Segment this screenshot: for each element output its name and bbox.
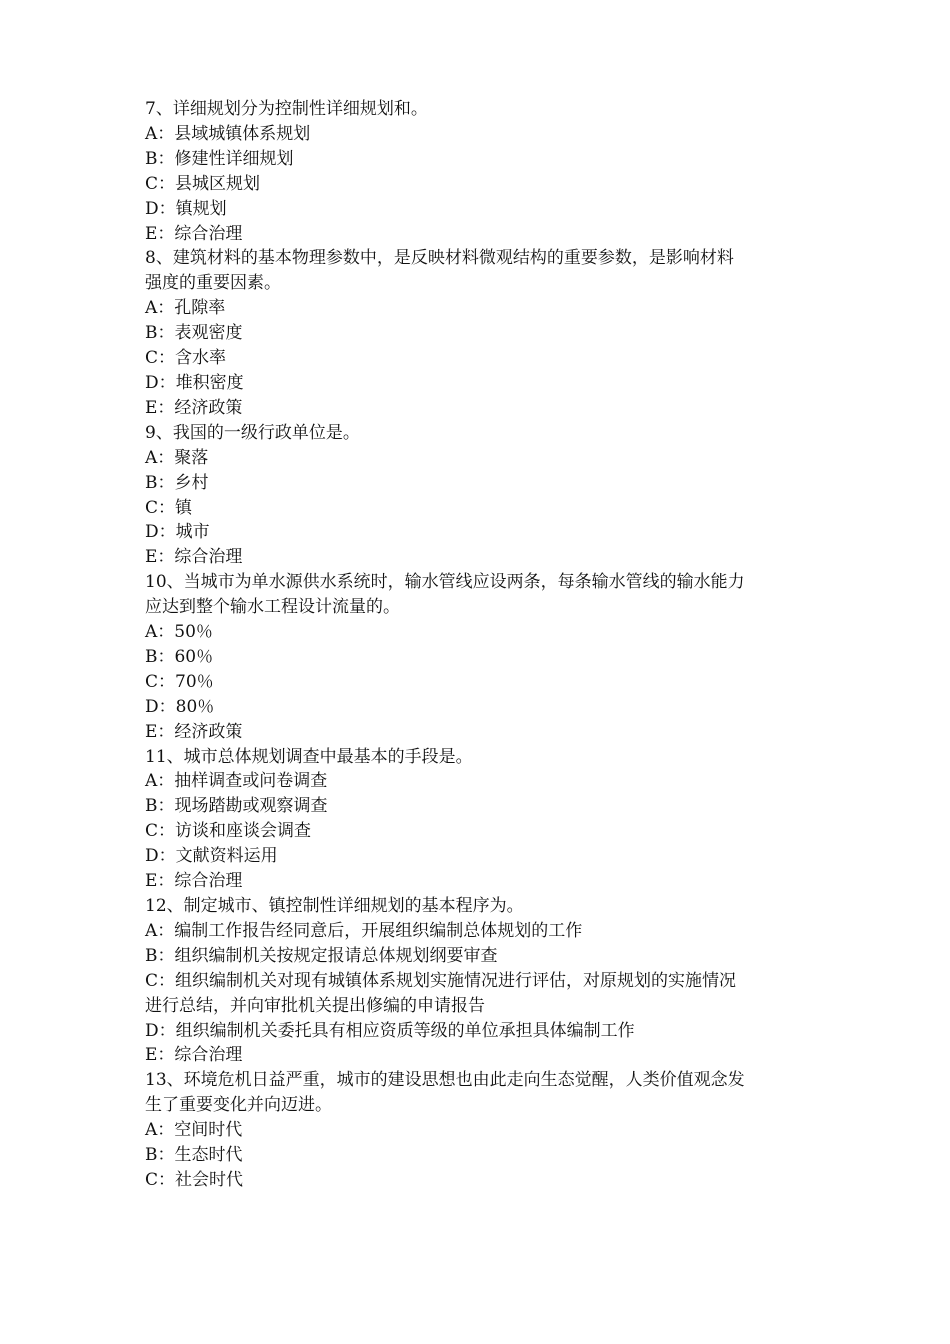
option-b: B：乡村 bbox=[145, 472, 209, 493]
question-11 bbox=[145, 745, 815, 894]
question-stem: 10、当城市为单水源供水系统时，输水管线应设两条，每条输水管线的输水能力 bbox=[145, 572, 745, 593]
option-d: D：堆积密度 bbox=[145, 372, 244, 393]
option-d: D：镇规划 bbox=[145, 198, 227, 219]
option-c: C：含水率 bbox=[145, 348, 227, 369]
question-stem: 11、城市总体规划调查中最基本的手段是。 bbox=[145, 746, 473, 767]
question-7 bbox=[145, 97, 815, 246]
option-a: A：50％ bbox=[145, 622, 213, 643]
option-b: B：表观密度 bbox=[145, 323, 243, 344]
option-e: E：经济政策 bbox=[145, 397, 243, 418]
option-b: B：60％ bbox=[145, 646, 214, 667]
question-stem: 12、制定城市、镇控制性详细规划的基本程序为。 bbox=[145, 896, 524, 916]
option-d: D：城市 bbox=[145, 522, 210, 543]
question-9 bbox=[145, 421, 815, 570]
question-stem: 9、我国的一级行政单位是。 bbox=[145, 422, 360, 443]
option-b: B：生态时代 bbox=[145, 1145, 243, 1166]
option-a: A：县域城镇体系规划 bbox=[145, 123, 311, 144]
question-stem-continued: 应达到整个输水工程设计流量的。 bbox=[145, 597, 400, 618]
option-e: E：综合治理 bbox=[145, 871, 243, 892]
question-12 bbox=[145, 894, 815, 1068]
option-c: C：访谈和座谈会调查 bbox=[145, 821, 312, 842]
option-a: A：空间时代 bbox=[145, 1120, 243, 1141]
question-8 bbox=[145, 246, 815, 420]
option-e: E：综合治理 bbox=[145, 1045, 243, 1066]
option-b: B：现场踏勘或观察调查 bbox=[145, 796, 328, 817]
option-c: C：社会时代 bbox=[145, 1169, 244, 1190]
option-b: B：组织编制机关按规定报请总体规划纲要审查 bbox=[145, 945, 498, 966]
option-c: C：组织编制机关对现有城镇体系规划实施情况进行评估，对原规划的实施情况 bbox=[145, 970, 737, 991]
option-a: A：聚落 bbox=[145, 447, 209, 468]
question-13 bbox=[145, 1068, 815, 1193]
question-stem-continued: 强度的重要因素。 bbox=[145, 273, 281, 294]
option-a: A：编制工作报告经同意后，开展组织编制总体规划的工作 bbox=[145, 920, 583, 941]
question-10 bbox=[145, 570, 815, 744]
question-stem: 13、环境危机日益严重，城市的建设思想也由此走向生态觉醒，人类价值观念发 bbox=[145, 1070, 745, 1091]
option-a: A：孔隙率 bbox=[145, 298, 226, 319]
question-stem-continued: 生了重要变化并向迈进。 bbox=[145, 1095, 332, 1116]
option-b: B：修建性详细规划 bbox=[145, 148, 294, 169]
option-d: D：80％ bbox=[145, 696, 215, 717]
question-stem: 8、建筑材料的基本物理参数中，是反映材料微观结构的重要参数，是影响材料 bbox=[145, 248, 734, 269]
option-d: D：文献资料运用 bbox=[145, 846, 278, 867]
option-e: E：经济政策 bbox=[145, 721, 243, 742]
option-e: E：综合治理 bbox=[145, 223, 243, 244]
question-stem: 7、详细规划分为控制性详细规划和。 bbox=[145, 99, 428, 119]
option-c: C：70％ bbox=[145, 671, 214, 692]
option-c: C：县城区规划 bbox=[145, 173, 261, 194]
option-a: A：抽样调查或问卷调查 bbox=[145, 771, 328, 792]
option-c: C：镇 bbox=[145, 497, 193, 518]
document-body bbox=[145, 97, 815, 1193]
option-d: D：组织编制机关委托具有相应资质等级的单位承担具体编制工作 bbox=[145, 1020, 635, 1041]
option-e: E：综合治理 bbox=[145, 547, 243, 568]
option-c-continued: 进行总结，并向审批机关提出修编的申请报告 bbox=[145, 995, 485, 1016]
